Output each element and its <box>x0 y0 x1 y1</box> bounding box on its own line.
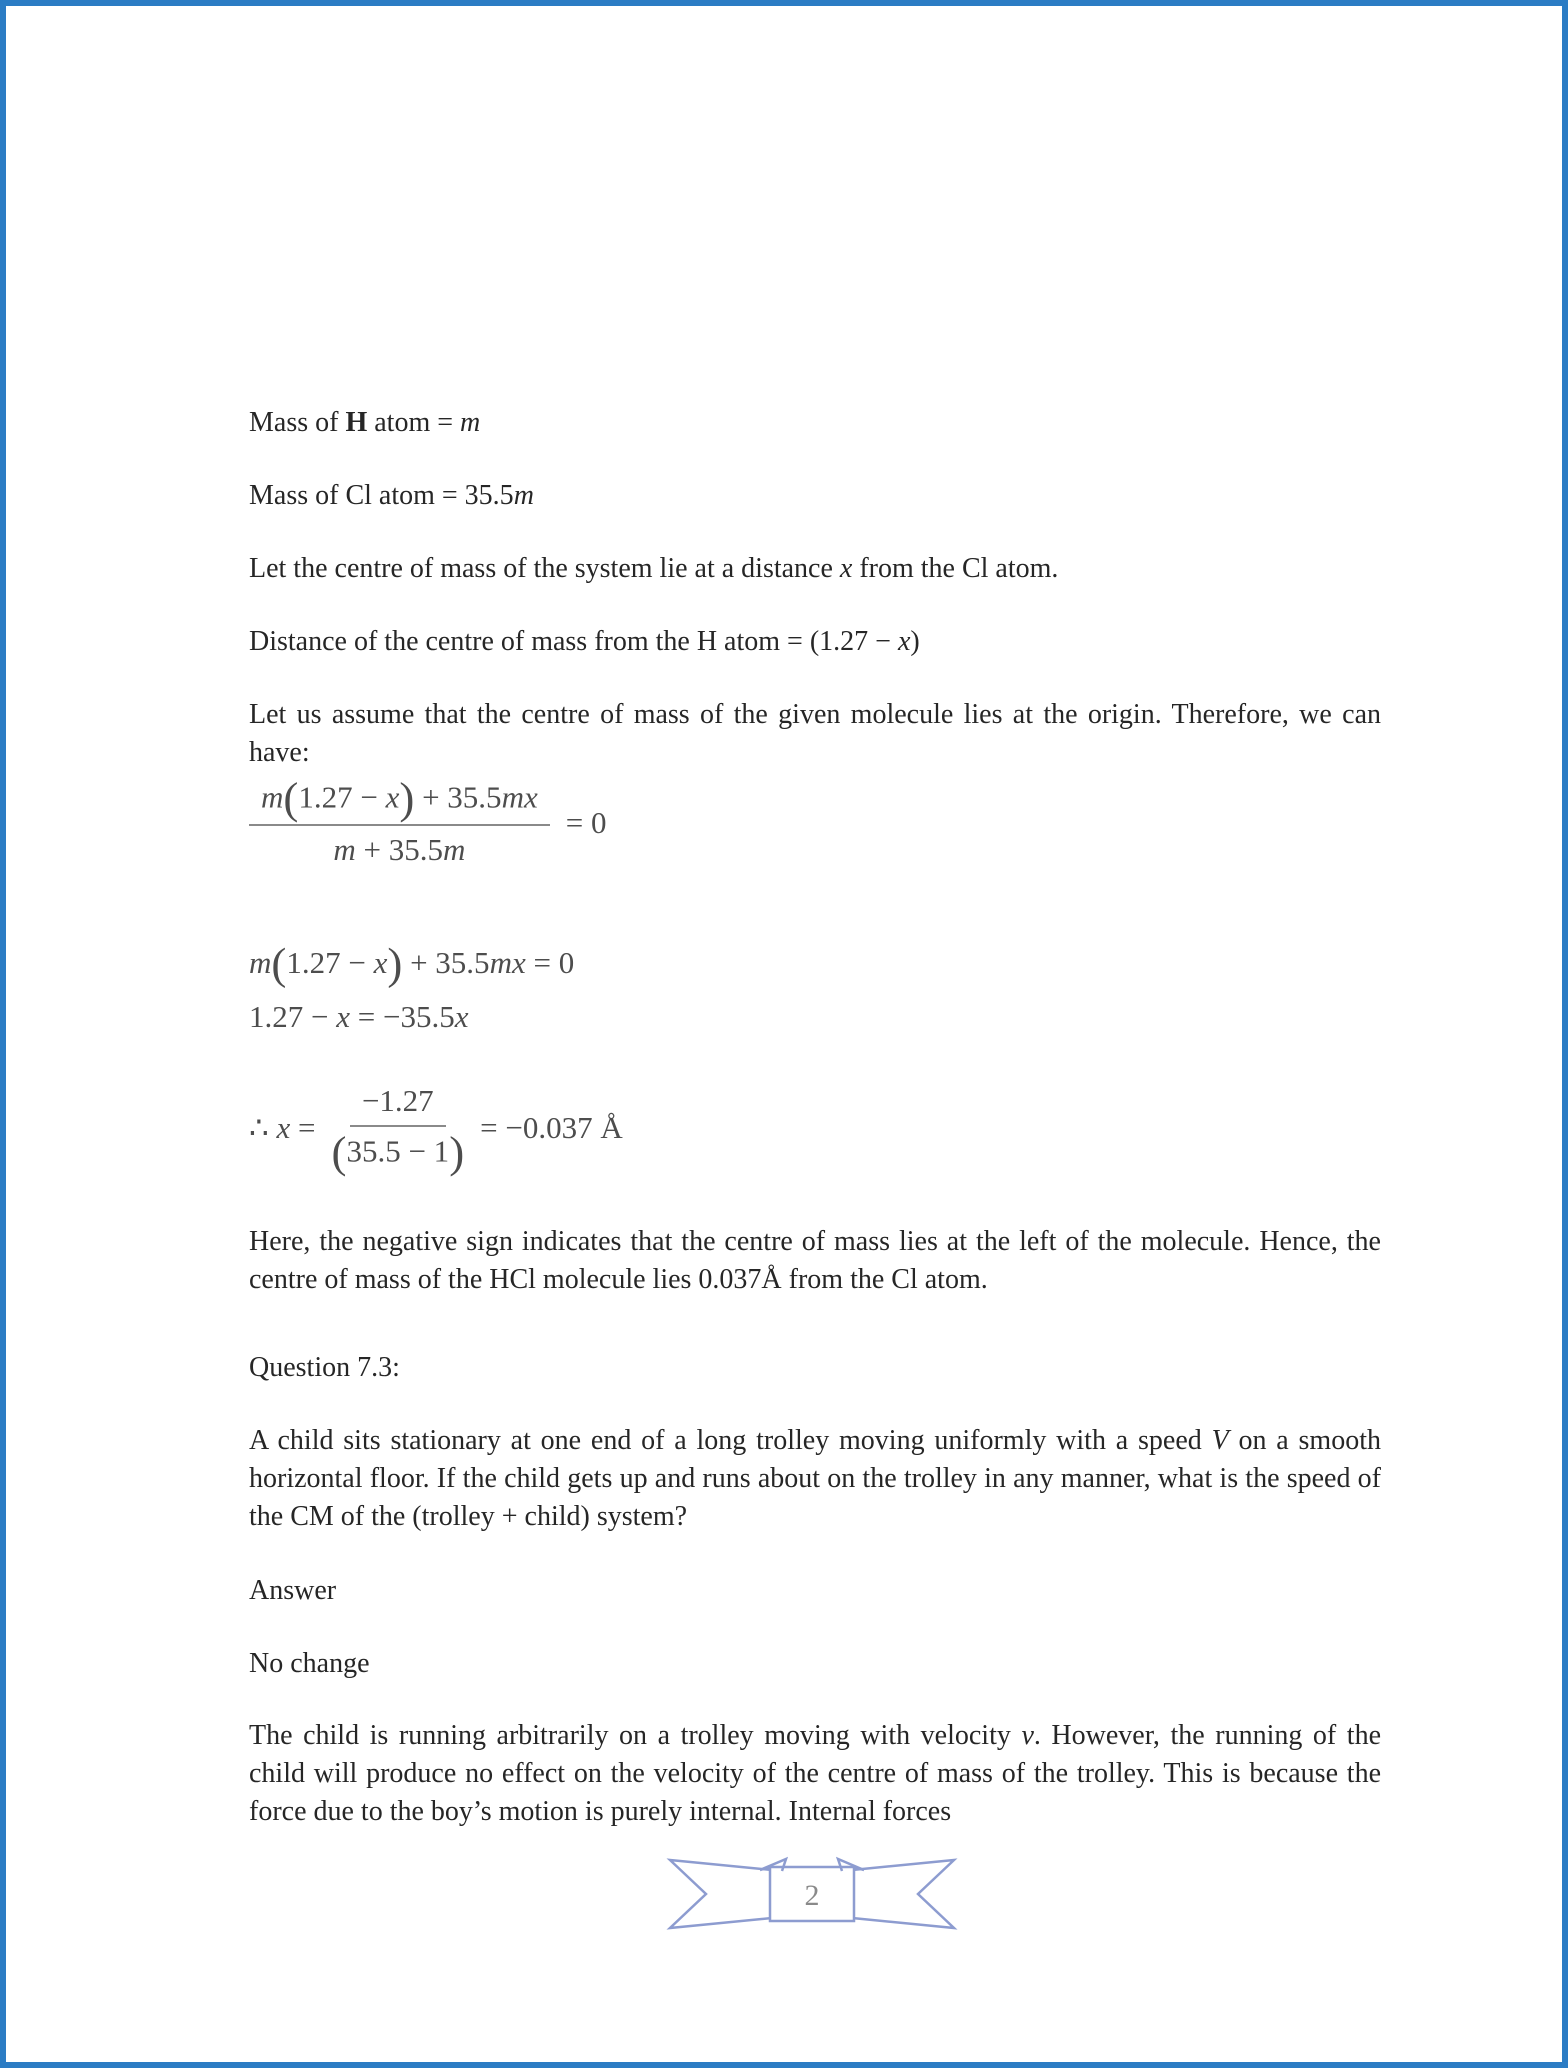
centre-distance-variable: x <box>839 553 853 584</box>
negative-sign-note: Here, the negative sign indicates that the centre of mass lies at the left of the molecule. Hence, the centre of mass of the HCl molecule lies 0.037Å from the Cl atom. <box>249 1226 1381 1296</box>
eq-text: + 35.5 <box>414 779 502 815</box>
eq-text: 1.27 − <box>286 944 374 980</box>
eq-paren: ) <box>399 773 415 823</box>
mass-h-variable: m <box>460 407 481 438</box>
eq-text: = −35.5 <box>350 999 455 1035</box>
eq-paren: ) <box>449 1127 465 1178</box>
fraction <box>331 1080 465 1178</box>
eq-paren: ( <box>271 938 287 989</box>
eq-paren: ) <box>387 938 403 989</box>
explanation-variable: v <box>1021 1720 1034 1752</box>
answer-heading: Answer <box>249 1575 337 1607</box>
equation-expanded <box>249 938 1381 989</box>
eq-text: = 0 <box>525 944 575 980</box>
page-number: 2 <box>804 1879 820 1912</box>
answer-text: No change <box>249 1648 370 1680</box>
page-footer-ribbon <box>664 1854 960 1932</box>
equation-rhs: = 0 <box>565 805 607 841</box>
eq-var: x <box>373 944 388 980</box>
question-text-1: A child sits stationary at one end of a long trolley moving uniformly with a speed <box>249 1425 1212 1457</box>
eq-var: x <box>454 999 469 1035</box>
eq-var: m <box>333 831 356 867</box>
fraction-numerator: −1.27 <box>350 1080 446 1127</box>
eq-text: + 35.5 <box>402 944 490 980</box>
therefore-symbol: ∴ <box>249 1109 277 1145</box>
explanation-text-2: . However, the running of the child will produce no effect on the velocity of the centre of mass of the trolley. This is because the force due to the boy’s motion is purely internal. Internal forces <box>249 1720 1382 1828</box>
eq-var: m <box>261 779 284 815</box>
page-content <box>249 404 1381 1831</box>
centre-distance-text: Let the centre of mass of the system lie at a distance <box>249 553 840 584</box>
h-distance-line <box>249 623 1381 661</box>
eq-var: x <box>385 779 400 815</box>
eq-text: 1.27 − <box>298 779 386 815</box>
eq-text: + 35.5 <box>355 831 443 867</box>
eq-var: mx <box>501 779 538 815</box>
eq-var: mx <box>489 944 526 980</box>
h-distance-text: Distance of the centre of mass from the H atom = (1.27 − <box>249 626 898 657</box>
mass-h-equals: atom = <box>367 407 461 438</box>
question-variable: V <box>1211 1425 1229 1457</box>
assume-paragraph: Let us assume that the centre of mass of the given molecule lies at the origin. Therefore, we can have: <box>249 699 1381 768</box>
fraction <box>249 773 550 871</box>
mass-cl-variable: m <box>513 480 534 511</box>
explanation-paragraph <box>249 1717 1381 1831</box>
mass-h-text: Mass of <box>249 407 346 438</box>
h-distance-text-2: ) <box>910 626 920 657</box>
equation-rhs: = −0.037 Å <box>480 1109 623 1145</box>
eq-paren: ( <box>283 773 299 823</box>
h-distance-variable: x <box>897 626 911 657</box>
question-text <box>249 1422 1381 1536</box>
eq-text: 1.27 − <box>249 999 337 1035</box>
explanation-text-1: The child is running arbitrarily on a trolley moving with velocity <box>249 1720 1022 1752</box>
question-heading: Question 7.3: <box>249 1352 400 1384</box>
eq-var: m <box>442 831 466 867</box>
question-text-2: on a smooth horizontal floor. If the child gets up and runs about on the trolley in any manner, what is the speed of the CM of the (trolley + child) system? <box>249 1425 1381 1533</box>
eq-var: x <box>336 999 350 1035</box>
equation-result <box>249 1080 1381 1178</box>
eq-var: m <box>249 944 272 980</box>
equation-com-fraction <box>249 773 1381 871</box>
fraction-denominator <box>333 826 465 871</box>
centre-distance-line <box>249 550 1381 588</box>
eq-text: = <box>290 1109 316 1145</box>
centre-distance-text-2: from the Cl atom. <box>852 553 1059 584</box>
mass-h-symbol: H <box>345 407 368 438</box>
mass-cl-text: Mass of Cl atom = 35.5 <box>249 480 514 511</box>
fraction-denominator <box>331 1127 465 1178</box>
mass-h-line <box>249 404 1381 442</box>
equation-simplified <box>249 998 1381 1036</box>
eq-paren: ( <box>331 1127 347 1178</box>
eq-text: 35.5 − 1 <box>346 1133 450 1169</box>
fraction-numerator <box>249 773 550 826</box>
eq-var: x <box>276 1109 291 1145</box>
mass-cl-line <box>249 477 1381 515</box>
equation-lead <box>249 1110 315 1146</box>
